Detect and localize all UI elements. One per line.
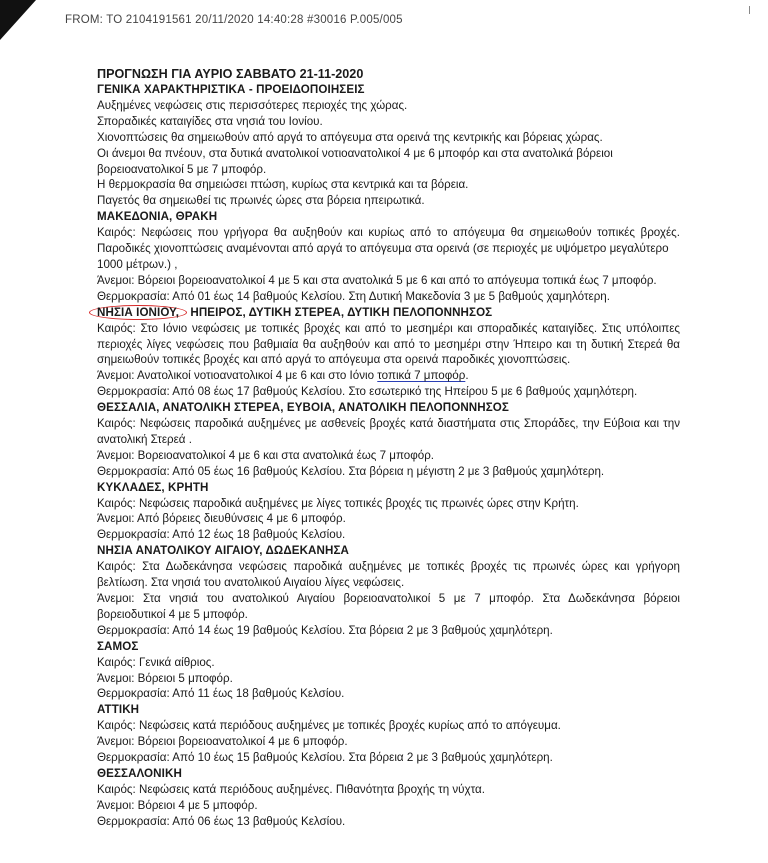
section-samos xyxy=(97,639,680,703)
section-heading: ΣΑΜΟΣ xyxy=(97,639,139,653)
winds-text: Άνεμοι: Βόρειοι 5 μποφόρ. xyxy=(97,671,233,685)
fax-header: FROM: TO 2104191561 20/11/2020 14:40:28 #30016 P.005/005 xyxy=(65,14,403,26)
winds-text: Άνεμοι: Βόρειοι βορειοανατολικοί 4 με 6 μποφόρ. xyxy=(97,735,348,749)
winds-text: Άνεμοι: Από βόρειες διευθύνσεις 4 με 6 μποφόρ. xyxy=(97,512,346,526)
underlined-winds: τοπικά 7 μποφόρ xyxy=(377,369,466,383)
weather-text: Καιρός: Νεφώσεις κατά περιόδους αυξημένες. Πιθανότητα βροχής τη νύχτα. xyxy=(97,782,485,796)
general-line: Οι άνεμοι θα πνέουν, στα δυτικά ανατολικοί νοτιοανατολικοί 4 με 6 μποφόρ και στα ανατολικά βόρειοι βορειοανατολικοί 5 με 7 μποφόρ. xyxy=(97,146,613,176)
general-line: Η θερμοκρασία θα σημειώσει πτώση, κυρίως στα κεντρικά και τα βόρεια. xyxy=(97,178,469,192)
winds-text: Άνεμοι: Βόρειοι 4 με 5 μποφόρ. xyxy=(97,798,258,812)
winds-text: Άνεμοι: Βόρειοι βορειοανατολικοί 4 με 5 και στα ανατολικά 5 με 6 και από το απόγευμα τοπικά έως 7 μποφόρ. xyxy=(97,273,657,287)
general-line: Σποραδικές καταιγίδες στα νησιά του Ιονίου. xyxy=(97,114,323,128)
circled-region: ΝΗΣΙΑ ΙΟΝΙΟΥ, xyxy=(89,305,187,320)
weather-text: Καιρός: Νεφώσεις κατά περιόδους αυξημένες με τοπικές βροχές κυρίως από το απόγευμα. xyxy=(97,719,561,733)
weather-text: Καιρός: Νεφώσεις παροδικά αυξημένες με λίγες τοπικές βροχές τις πρωινές ώρες στην Κρήτη. xyxy=(97,496,579,510)
section-heading: ΜΑΚΕΔΟΝΙΑ, ΘΡΑΚΗ xyxy=(97,210,218,224)
weather-text: Καιρός: Νεφώσεις που γρήγορα θα αυξηθούν και κυρίως από το απόγευμα θα σημειωθούν τοπικές βροχές. Παροδικές χιονοπτώσεις αναμένονται από αργά το απόγευμα στα ορεινά (σε περιοχές με υψόμετρο μεγαλύτερο xyxy=(97,226,680,256)
section-general xyxy=(97,82,680,209)
winds-text xyxy=(97,368,680,384)
section-thessalia xyxy=(97,400,680,480)
temperature-text: Θερμοκρασία: Από 10 έως 15 βαθμούς Κελσίου. Στα βόρεια 2 με 3 βαθμούς χαμηλότερη. xyxy=(97,751,553,765)
section-heading-rest: ΗΠΕΙΡΟΣ, ΔΥΤΙΚΗ ΣΤΕΡΕΑ, ΔΥΤΙΚΗ ΠΕΛΟΠΟΝΝΗΣΟΣ xyxy=(187,305,493,319)
section-thessaloniki xyxy=(97,766,680,830)
section-heading: ΓΕΝΙΚΑ ΧΑΡΑΚΤΗΡΙΣΤΙΚΑ - ΠΡΟΕΙΔΟΠΟΙΗΣΕΙΣ xyxy=(97,83,365,96)
winds-text: Άνεμοι: Στα νησιά του ανατολικού Αιγαίου βορειοανατολικοί 5 με 7 μποφόρ. Στα Δωδεκάνησα βόρειοι βορειοδυτικοί 4 με 5 μποφόρ. xyxy=(97,592,680,621)
winds-text: Άνεμοι: Βορειοανατολικοί 4 με 6 και στα ανατολικά έως 7 μποφόρ. xyxy=(97,448,435,462)
temperature-text: Θερμοκρασία: Από 14 έως 19 βαθμούς Κελσίου. Στα βόρεια 2 με 3 βαθμούς χαμηλότερη. xyxy=(97,623,553,637)
section-attiki xyxy=(97,702,680,766)
weather-text: Καιρός: Νεφώσεις παροδικά αυξημένες με ασθενείς βροχές κατά διαστήματα στις Σποράδες, την Εύβοια και την ανατολική Στερεά . xyxy=(97,417,680,446)
weather-text: Καιρός: Γενικά αίθριος. xyxy=(97,655,215,669)
temperature-text: Θερμοκρασία: Από 05 έως 16 βαθμούς Κελσίου. Στα βόρεια η μέγιστη 2 με 3 βαθμούς χαμηλότερη. xyxy=(97,464,605,478)
scan-corner-mark xyxy=(0,0,36,40)
forecast-document xyxy=(97,66,680,830)
section-heading: ΑΤΤΙΚΗ xyxy=(97,703,140,717)
weather-text-cont: 1000 μέτρων.) , xyxy=(97,257,178,271)
document-title: ΠΡΟΓΝΩΣΗ ΓΙΑ ΑΥΡΙΟ ΣΑΒΒΑΤΟ 21-11-2020 xyxy=(97,67,364,81)
section-heading: ΘΕΣΣΑΛΙΑ, ΑΝΑΤΟΛΙΚΗ ΣΤΕΡΕΑ, ΕΥΒΟΙΑ, ΑΝΑΤΟΛΙΚΗ ΠΕΛΟΠΟΝΝΗΣΟΣ xyxy=(97,401,509,415)
section-ionio xyxy=(97,305,680,400)
section-heading: ΚΥΚΛΑΔΕΣ, ΚΡΗΤΗ xyxy=(97,480,209,494)
temperature-text: Θερμοκρασία: Από 06 έως 13 βαθμούς Κελσίου. xyxy=(97,814,346,828)
scan-edge-mark xyxy=(749,6,750,14)
temperature-text: Θερμοκρασία: Από 08 έως 17 βαθμούς Κελσίου. Στο εσωτερικό της Ηπείρου 5 με 6 βαθμούς χαμηλότερη. xyxy=(97,385,638,399)
general-line: Παγετός θα σημειωθεί τις πρωινές ώρες στα βόρεια ηπειρωτικά. xyxy=(97,194,425,208)
section-heading: ΘΕΣΣΑΛΟΝΙΚΗ xyxy=(97,766,182,780)
temperature-text: Θερμοκρασία: Από 01 έως 14 βαθμούς Κελσίου. Στη Δυτική Μακεδονία 3 με 5 βαθμούς χαμηλότερη. xyxy=(97,289,610,303)
weather-text: Καιρός: Στο Ιόνιο νεφώσεις με τοπικές βροχές και από το μεσημέρι και σποραδικές καταιγίδες. Στις υπόλοιπες περιοχές λίγες νεφώσεις που βαθμιαία θα αυξηθούν και από το μεσημέρι στην Ήπειρο και τη δυτική Στερεά θα σημειωθούν τοπικές βροχές και από αργά το απόγευμα στα ορεινά παροδικές χιονοπτώσεις. xyxy=(97,321,680,367)
general-line: Αυξημένες νεφώσεις στις περισσότερες περιοχές της χώρας. xyxy=(97,98,408,112)
general-line: Χιονοπτώσεις θα σημειωθούν από αργά το απόγευμα στα ορεινά της κεντρικής και βόρειας χώρας. xyxy=(97,130,603,144)
section-makedonia xyxy=(97,209,680,304)
winds-text-end: . xyxy=(465,369,469,383)
section-aigaio xyxy=(97,543,680,638)
weather-text: Καιρός: Στα Δωδεκάνησα νεφώσεις παροδικά αυξημένες με τοπικές βροχές τις πρωινές ώρες και γρήγορη βελτίωση. Στα νησιά του ανατολικού Αιγαίου λίγες νεφώσεις. xyxy=(97,560,680,590)
section-heading xyxy=(97,305,680,321)
winds-text-start: Άνεμοι: Ανατολικοί νοτιοανατολικοί 4 με 6 και στο Ιόνιο xyxy=(97,369,378,383)
temperature-text: Θερμοκρασία: Από 12 έως 18 βαθμούς Κελσίου. xyxy=(97,528,346,542)
temperature-text: Θερμοκρασία: Από 11 έως 18 βαθμούς Κελσίου. xyxy=(97,687,345,701)
section-heading: ΝΗΣΙΑ ΑΝΑΤΟΛΙΚΟΥ ΑΙΓΑΙΟΥ, ΔΩΔΕΚΑΝΗΣΑ xyxy=(97,544,350,558)
section-kyklades xyxy=(97,480,680,544)
